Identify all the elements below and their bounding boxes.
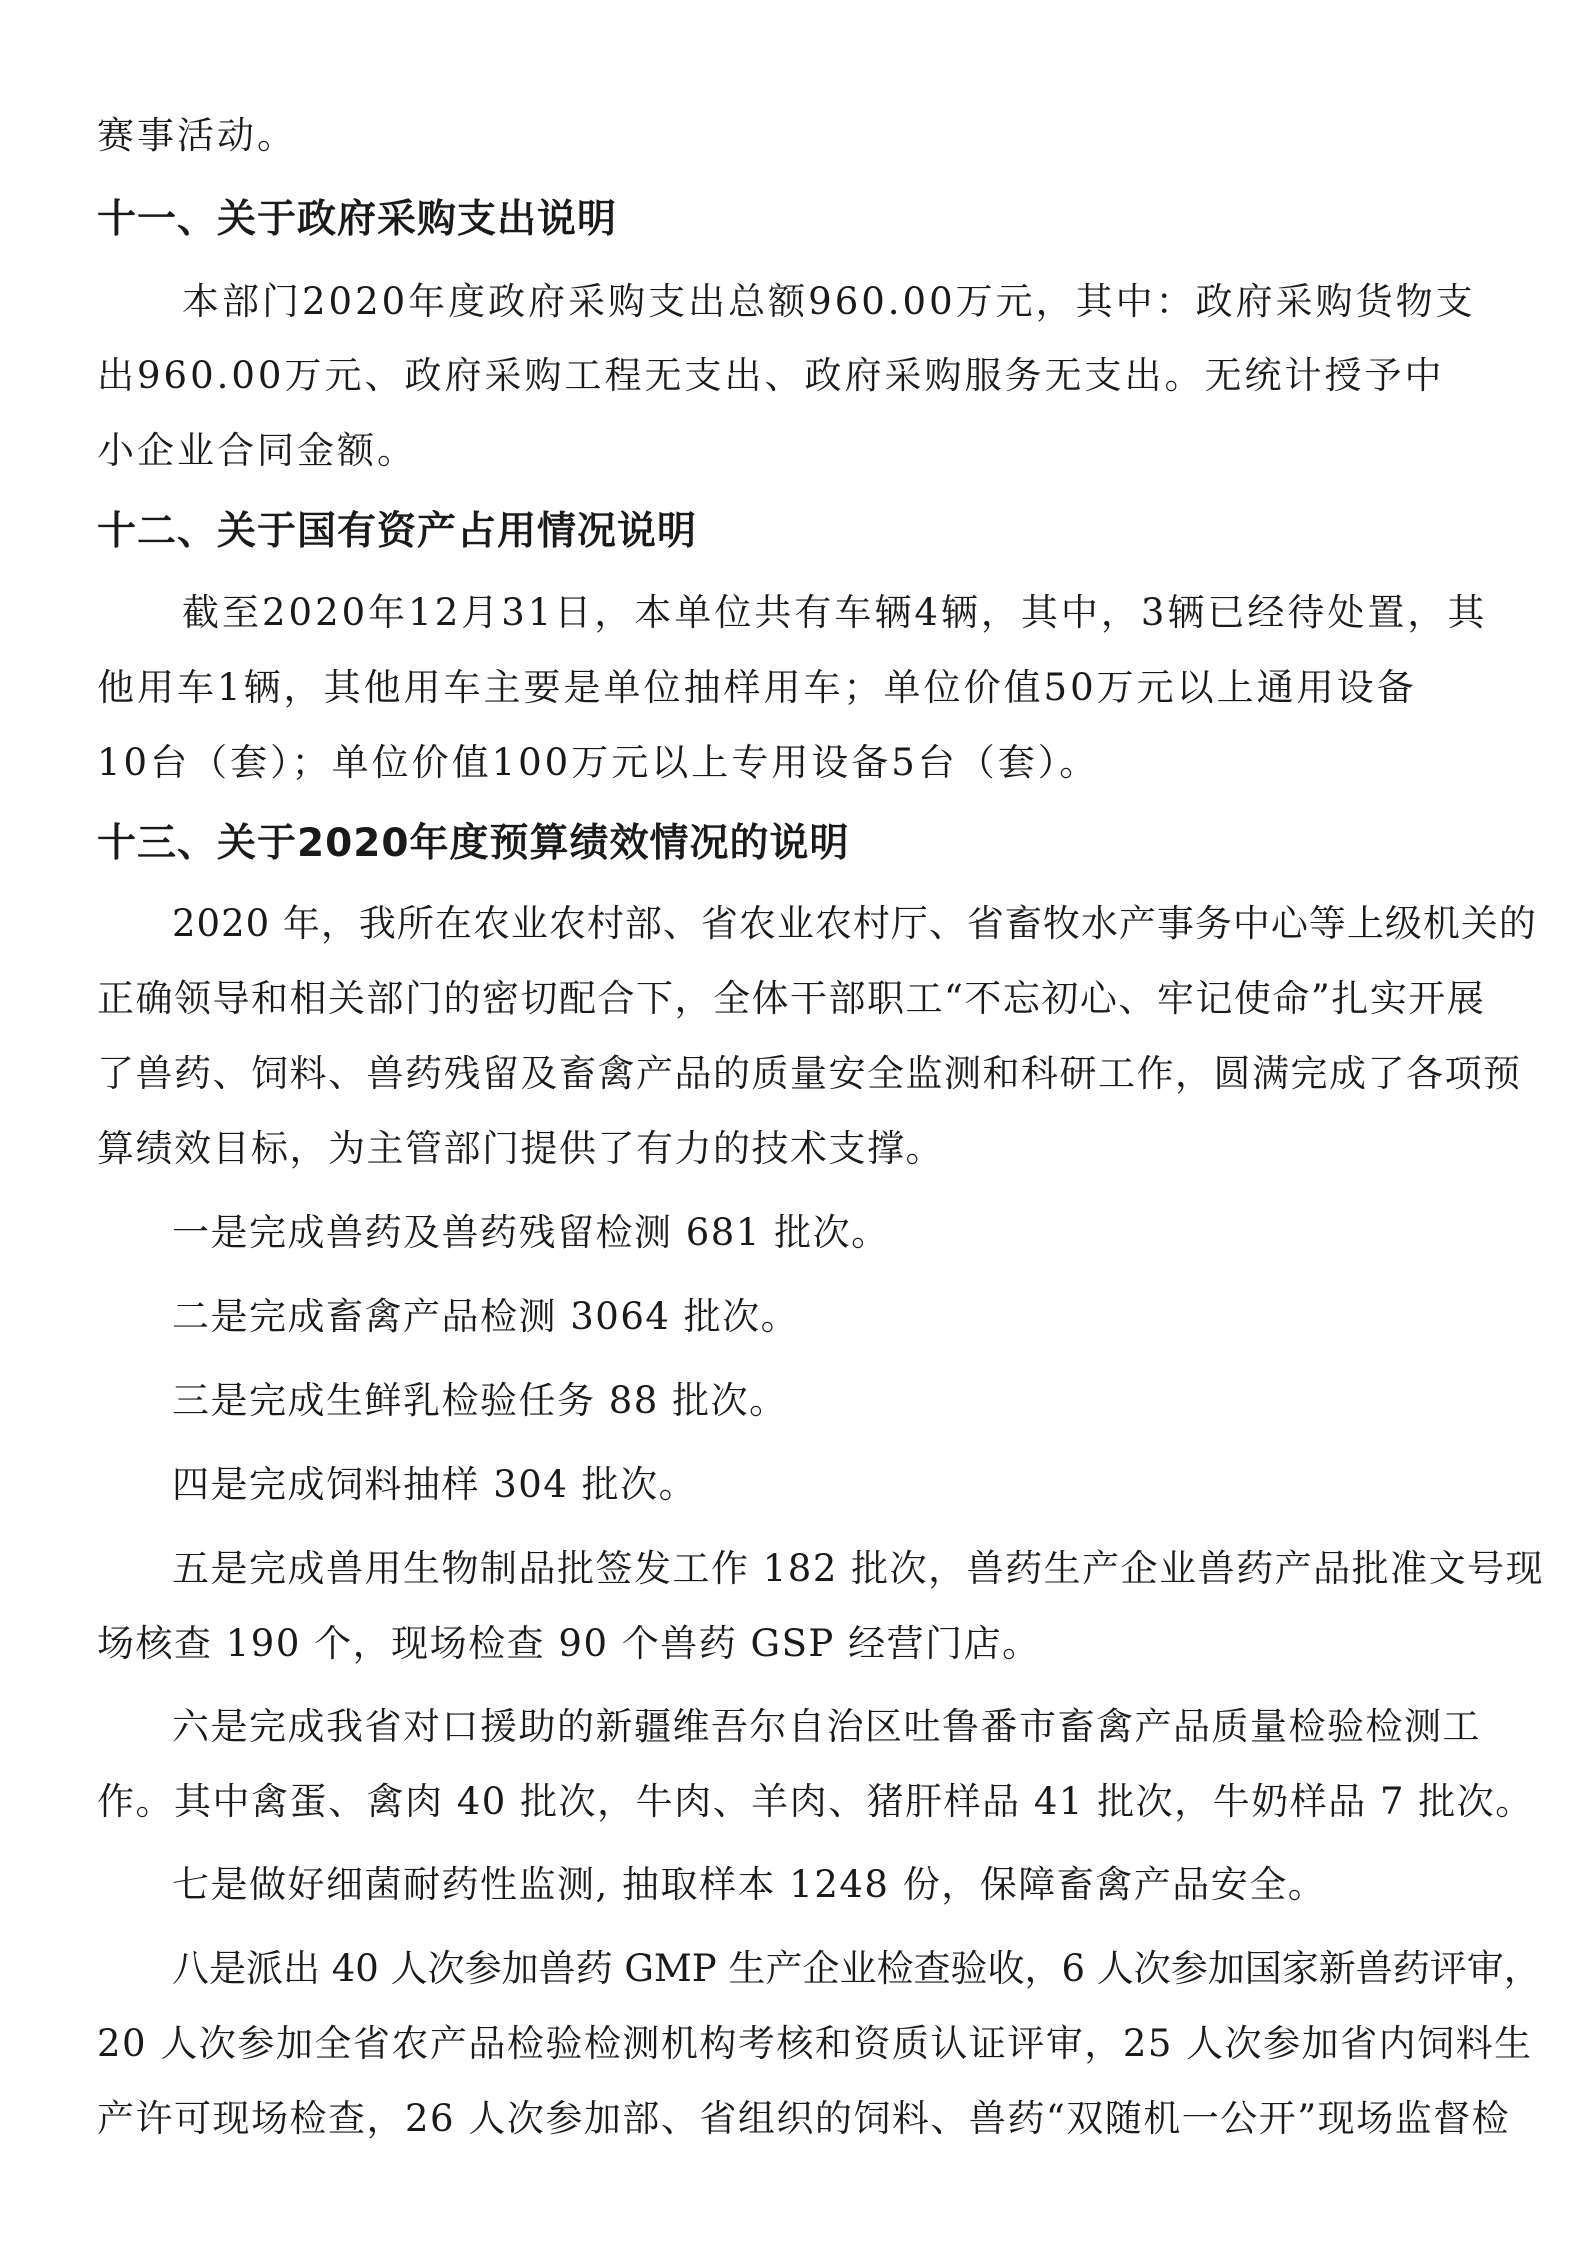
paragraph-line: 了兽药、饲料、兽药残留及畜禽产品的质量安全监测和科研工作，圆满完成了各项预 (97, 1052, 1522, 1095)
list-item: 四是完成饲料抽样 304 批次。 (172, 1463, 698, 1506)
list-item: 七是做好细菌耐药性监测, 抽取样本 1248 份，保障畜禽产品安全。 (172, 1863, 1327, 1906)
paragraph-line: 他用车1辆，其他用车主要是单位抽样用车；单位价值50万元以上通用设备 (97, 666, 1417, 709)
paragraph-line: 20 人次参加全省农产品检验检测机构考核和资质认证评审，25 人次参加省内饲料生 (97, 2022, 1533, 2065)
section-heading-12: 十二、关于国有资产占用情况说明 (97, 509, 698, 554)
paragraph-line: 场核查 190 个，现场检查 90 个兽药 GSP 经营门店。 (97, 1622, 1041, 1665)
list-item: 六是完成我省对口援助的新疆维吾尔自治区吐鲁番市畜禽产品质量检验检测工 (172, 1705, 1481, 1748)
paragraph-line: 算绩效目标，为主管部门提供了有力的技术支撑。 (97, 1127, 944, 1170)
paragraph-line: 作。其中禽蛋、禽肉 40 批次，牛肉、羊肉、猪肝样品 41 批次，牛奶样品 7 批次。 (97, 1780, 1534, 1823)
paragraph-line: 2020 年，我所在农业农村部、省农业农村厅、省畜牧水产事务中心等上级机关的 (172, 902, 1537, 945)
list-item: 二是完成畜禽产品检测 3064 批次。 (172, 1295, 800, 1338)
list-item: 五是完成兽用生物制品批签发工作 182 批次，兽药生产企业兽药产品批准文号现 (172, 1547, 1545, 1590)
paragraph-line: 10台（套）；单位价值100万元以上专用设备5台（套）。 (97, 741, 1100, 784)
paragraph-line: 出960.00万元、政府采购工程无支出、政府采购服务无支出。无统计授予中 (97, 354, 1445, 397)
list-item: 八是派出 40 人次参加兽药 GMP 生产企业检查验收，6 人次参加国家新兽药评审， (172, 1947, 1541, 1990)
paragraph-line: 本部门2020年度政府采购支出总额960.00万元，其中：政府采购货物支 (182, 280, 1476, 323)
paragraph-line: 正确领导和相关部门的密切配合下，全体干部职工“不忘初心、牢记使命”扎实开展 (97, 977, 1486, 1020)
paragraph-line: 产许可现场检查，26 人次参加部、省组织的饲料、兽药“双随机一公开”现场监督检 (97, 2097, 1511, 2140)
list-item: 三是完成生鲜乳检验任务 88 批次。 (172, 1379, 788, 1422)
section-heading-13: 十三、关于2020年度预算绩效情况的说明 (97, 821, 850, 866)
section-heading-11: 十一、关于政府采购支出说明 (97, 197, 618, 242)
list-item: 一是完成兽药及兽药残留检测 681 批次。 (172, 1211, 890, 1254)
paragraph-line: 赛事活动。 (97, 114, 297, 157)
paragraph-line: 小企业合同金额。 (97, 429, 417, 472)
paragraph-line: 截至2020年12月31日，本单位共有车辆4辆，其中，3辆已经待处置，其 (182, 591, 1488, 634)
